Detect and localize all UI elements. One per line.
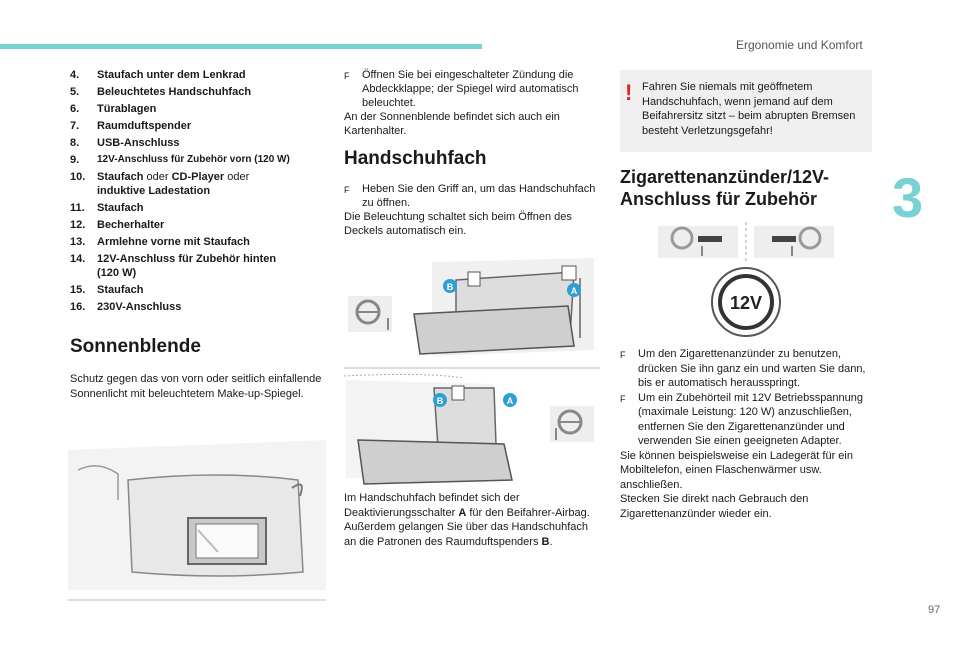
- bullet-icon: F: [344, 71, 350, 81]
- lighting-text: Die Beleuchtung schaltet sich beim Öffnen des Deckels automatisch ein.: [344, 211, 572, 237]
- fragrance-text: Außerdem gelangen Sie über das Handschuhfach an die Patronen des Raumduftspenders B.: [344, 521, 588, 548]
- bullet-icon: F: [344, 185, 350, 195]
- airbag-switch-text: Im Handschuhfach befindet sich der Deaktivierungsschalter A für den Beifahrer-Airbag.: [344, 492, 590, 519]
- equipment-list: [70, 68, 326, 314]
- cigarette-lighter-heading: Zigarettenanzünder/12V- Anschluss für Zubehör: [620, 167, 830, 209]
- chapter-number: 3: [892, 166, 924, 229]
- warning-box: [620, 70, 872, 152]
- bullet-open-mirror: F Öffnen Sie bei eingeschalteter Zündung die Abdeckklappe; der Spiegel wird automatisch beleuchtet.: [344, 69, 579, 109]
- steering-wheel-icon: [658, 226, 738, 258]
- section-title: Ergonomie und Komfort: [736, 38, 863, 52]
- list-item: 4. Staufach unter dem Lenkrad: [70, 69, 246, 81]
- list-item: 6. Türablagen: [70, 103, 157, 115]
- kartenhalter-text: An der Sonnenblende befindet sich auch ein Kartenhalter.: [344, 111, 560, 137]
- lighter-instructions: [620, 347, 876, 521]
- list-item: 13. Armlehne vorne mit Staufach: [70, 236, 250, 248]
- page-number: 97: [928, 604, 941, 616]
- socket-illustration: [656, 222, 836, 338]
- column-left: [70, 68, 326, 402]
- bullet-use-lighter: F Um den Zigarettenanzünder zu benutzen, drücken Sie ihn ganz ein und warten Sie dann, bis er automatisch herausspringt.: [620, 348, 866, 389]
- bullet-icon: F: [620, 393, 626, 404]
- sonnenblende-heading: Sonnenblende: [70, 336, 201, 357]
- list-item: 16. 230V-Anschluss: [70, 301, 182, 313]
- steering-wheel-icon: [550, 406, 594, 442]
- warning-text: Fahren Sie niemals mit geöffnetem Handschuhfach, wenn jemand auf dem Beifahrersitz sitzt – beim abrupten Bremsen besteht Verletzungsgefahr!: [642, 81, 856, 137]
- glovebox-info: [344, 491, 600, 549]
- list-item: 10. Staufach oder CD-Player oder induktive Ladestation: [70, 171, 250, 197]
- glovebox-illustration-bottom: [344, 374, 600, 486]
- glovebox-illustration-top: [344, 258, 600, 370]
- label-b: B: [446, 282, 454, 292]
- label-b: B: [436, 396, 444, 406]
- sonnenblende-text: Schutz gegen das von vorn oder seitlich einfallende Sonnenlicht mit beleuchtetem Make-up-Spiegel.: [70, 373, 322, 400]
- list-item: 11. Staufach: [70, 202, 144, 214]
- label-a: A: [506, 396, 514, 406]
- list-item: 5. Beleuchtetes Handschuhfach: [70, 86, 252, 98]
- steering-wheel-icon: [348, 296, 392, 332]
- column-middle: [344, 68, 600, 238]
- list-item: 15. Staufach: [70, 284, 144, 296]
- socket-label: 12V: [729, 293, 763, 313]
- bullet-icon: F: [620, 350, 626, 360]
- list-item: 9. 12V-Anschluss für Zubehör vorn (120 W): [70, 154, 290, 166]
- list-item: 12. Becherhalter: [70, 219, 165, 231]
- charger-text: Sie können beispielsweise ein Ladegerät für ein Mobiltelefon, einen Flaschenwärmer usw. anschließen.: [620, 449, 853, 491]
- handschuhfach-heading: Handschuhfach: [344, 148, 487, 169]
- bullet-open-glovebox: F Heben Sie den Griff an, um das Handschuhfach zu öffnen.: [344, 183, 596, 209]
- reinsert-text: Stecken Sie direkt nach Gebrauch den Zigarettenanzünder wieder ein.: [620, 493, 809, 520]
- list-item: 8. USB-Anschluss: [70, 137, 180, 149]
- sun-visor-illustration: [68, 440, 326, 605]
- bullet-connect-accessory: F Um ein Zubehörteil mit 12V Betriebsspannung (maximale Leistung: 120 W) anzuschließen, entfernen Sie den Zigarettenanzünder und verwenden Sie einen geeigneten Adapter.: [620, 391, 864, 447]
- header-accent-bar: [0, 44, 482, 49]
- list-item: 14. 12V-Anschluss für Zubehör hinten (120 W): [70, 253, 277, 279]
- warning-icon: !: [625, 80, 633, 105]
- label-a: A: [570, 286, 578, 296]
- steering-wheel-icon: [754, 226, 834, 258]
- list-item: 7. Raumduftspender: [70, 120, 192, 132]
